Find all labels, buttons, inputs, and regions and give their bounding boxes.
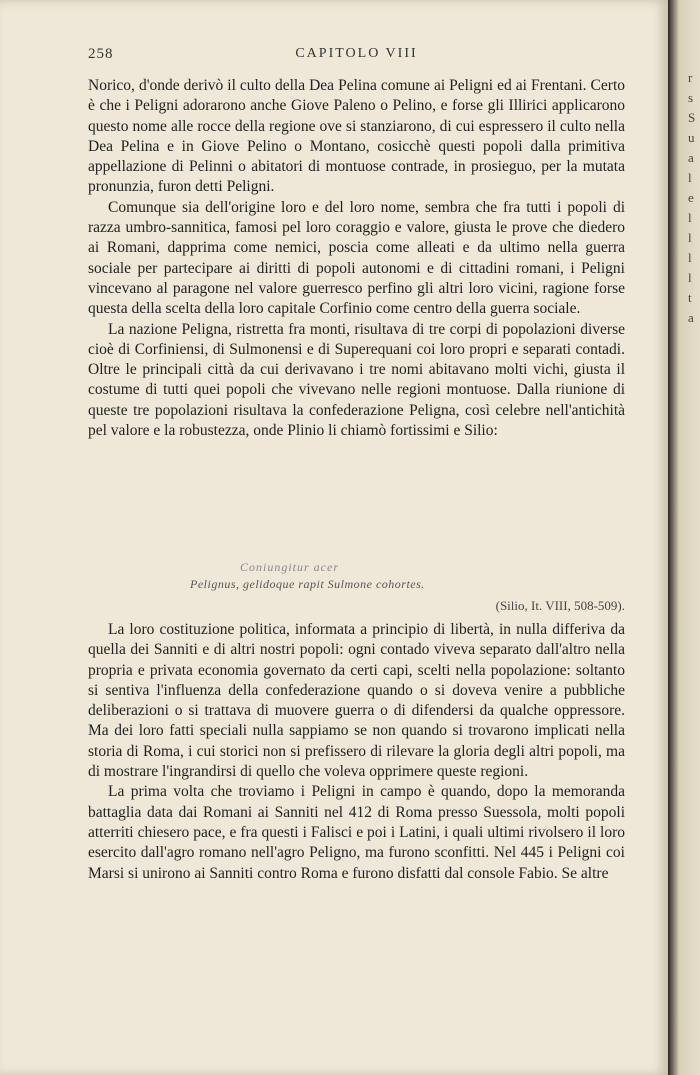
page-header: [88, 46, 625, 66]
paragraph: La nazione Peligna, ristretta fra monti, risultava di tre corpi di popolazioni diverse cioè di Corfiniensi, di Sulmonensi e di Superequani coi loro propri e separati contadi. Oltre le principali città da cui derivavano i tre nomi abitavano molti vichi, giusta il costume di tutti quei popoli che vivevano nelle regioni montuose. Dalla riunione di queste tre popolazioni risultava la confederazione Peligna, così celebre nell'antichità pel valore e la robustezza, onde Plinio li chiamò fortissimi e Silio:: [88, 320, 625, 440]
adjacent-page-edge: [668, 0, 700, 1075]
edge-letter: t: [688, 290, 692, 305]
paragraph: Comunque sia dell'origine loro e del loro nome, sembra che fra tutti i popoli di razza umbro-sannitica, famosi pel loro coraggio e valore, giusta le prove che diedero ai Romani, dapprima come nemici, poscia come alleati e da ultimo nella guerra sociale per partecipare ai diritti di popoli autonomi e di cittadini romani, i Peligni vincevano al paragone nel valore guerresco perfino gli altri loro vicini, ragione forse questa della scelta della loro capitale Corfinio come centro della guerra sociale.: [88, 198, 625, 318]
verse-line: Coniungitur acer: [240, 560, 339, 574]
edge-letter: a: [688, 310, 694, 325]
edge-letter: l: [688, 250, 692, 265]
edge-letter: u: [688, 130, 695, 145]
paragraph: La prima volta che troviamo i Peligni in campo è quando, dopo la memoranda battaglia data dai Romani ai Sanniti nel 412 di Roma presso Suessola, molti popoli atterriti chiesero pace, e fra questi i Falisci e poi i Latini, i quali ultimi rivolsero il loro esercito dall'agro romano nell'agro Peligno, ma furono sconfitti. Nel 445 i Peligni coi Marsi si unirono ai Sanniti contro Roma e furono disfatti dal console Fabio. Se altre: [88, 783, 625, 882]
edge-letter: r: [688, 70, 693, 85]
body-text-lower: [88, 620, 625, 884]
edge-letter: S: [688, 110, 696, 125]
body-text-upper: [88, 76, 625, 441]
edge-letter: l: [688, 170, 692, 185]
edge-letter: l: [688, 270, 692, 285]
paragraph: Norico, d'onde derivò il culto della Dea Pelina comune ai Peligni ed ai Frentani. Certo è che i Peligni adorarono anche Giove Paleno o Pelino, e forse gli Illirici applicarono questo nome alle rocce della regione ove si stanziarono, di cui espressero il culto nella Dea Pelina e in Giove Pelino o Montano, cosicchè questi popoli dalla primitiva appellazione di Pelinni o abitatori di montuose contrade, in prosieguo, per la mutata pronunzia, furon detti Peligni.: [88, 77, 625, 196]
edge-letter: a: [688, 150, 694, 165]
verse-line: Pelignus, gelidoque rapit Sulmone cohortes.: [190, 577, 425, 591]
paragraph: La loro costituzione politica, informata a principio di libertà, in nulla differiva da quella dei Sanniti e di altri nostri popoli: ogni contado viveva separato dall'altro nella propria e privata economia governato da certi capi, scelti nella popolazione: soltanto si sentiva l'influenza della confederazione quando o si doveva venire a pubbliche deliberazioni o si trattava di muovere guerra o di difendersi da qualche oppressore. Ma dei loro fatti speciali nulla sappiamo se non quando si trovarono implicati nella storia di Roma, i cui storici non si prefissero di rilevare la gloria degli altri popoli, ma di mostrare l'ingrandirsi di quello che voleva opprimere queste regioni.: [88, 621, 625, 781]
quote-citation: (Silio, It. VIII, 508-509).: [495, 598, 625, 613]
chapter-title: CAPITOLO VIII: [295, 46, 418, 61]
edge-letter: l: [688, 230, 692, 245]
edge-letter: l: [688, 210, 692, 225]
edge-letter: e: [688, 190, 694, 205]
edge-letter: s: [688, 90, 694, 105]
page-number: 258: [88, 46, 114, 62]
